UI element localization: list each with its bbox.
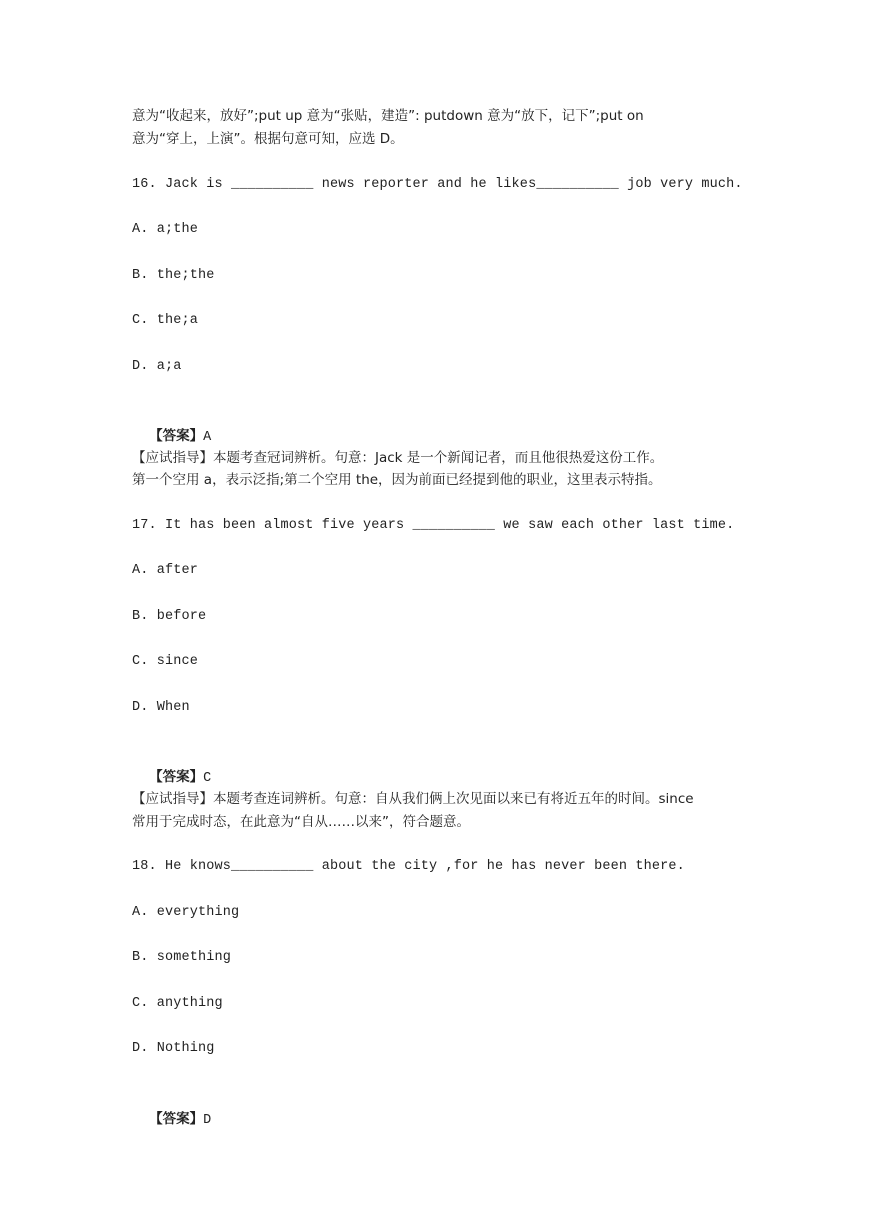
question-18-option-c: C. anything — [132, 996, 223, 1011]
question-18-option-b: B. something — [132, 950, 232, 965]
question-17-option-c: C. since — [132, 654, 199, 669]
question-18-answer — [132, 1083, 211, 1157]
question-17-guide-line-1: 【应试指导】本题考查连词辨析。句意：自从我们俩上次见面以来已有将近五年的时间。since — [132, 791, 694, 807]
answer-value: C — [203, 771, 212, 786]
question-18-option-a: A. everything — [132, 905, 240, 920]
answer-value: D — [203, 1113, 212, 1128]
answer-label: 【答案】 — [149, 428, 204, 444]
question-17-guide-line-2: 常用于完成时态，在此意为“自从……以来”，符合题意。 — [132, 814, 470, 830]
prev-explanation-line-1: 意为“收起来，放好”;put up 意为“张贴，建造”: putdown 意为“放下，记下”;put on — [132, 108, 644, 124]
question-16-option-d: D. a;a — [132, 359, 182, 374]
question-16-option-a: A. a;the — [132, 222, 199, 237]
question-17-option-b: B. before — [132, 609, 207, 624]
prev-explanation-line-2: 意为“穿上，上演”。根据句意可知，应选 D。 — [132, 131, 404, 147]
question-16-guide-line-2: 第一个空用 a，表示泛指;第二个空用 the，因为前面已经提到他的职业，这里表示特指。 — [132, 472, 662, 488]
answer-label: 【答案】 — [149, 1111, 204, 1127]
question-18-stem: 18. He knows__________ about the city ,for he has never been there. — [132, 859, 685, 874]
answer-value: A — [203, 430, 212, 445]
question-16-guide-line-1: 【应试指导】本题考查冠词辨析。句意：Jack 是一个新闻记者，而且他很热爱这份工作。 — [132, 450, 664, 466]
answer-label: 【答案】 — [149, 769, 204, 785]
question-17-stem: 17. It has been almost five years __________ we saw each other last time. — [132, 518, 735, 533]
question-16-option-b: B. the;the — [132, 268, 215, 283]
question-16-option-c: C. the;a — [132, 313, 199, 328]
question-17-option-a: A. after — [132, 563, 199, 578]
question-16-stem: 16. Jack is __________ news reporter and he likes__________ job very much. — [132, 177, 743, 192]
question-18-option-d: D. Nothing — [132, 1041, 215, 1056]
question-17-option-d: D. When — [132, 700, 190, 715]
